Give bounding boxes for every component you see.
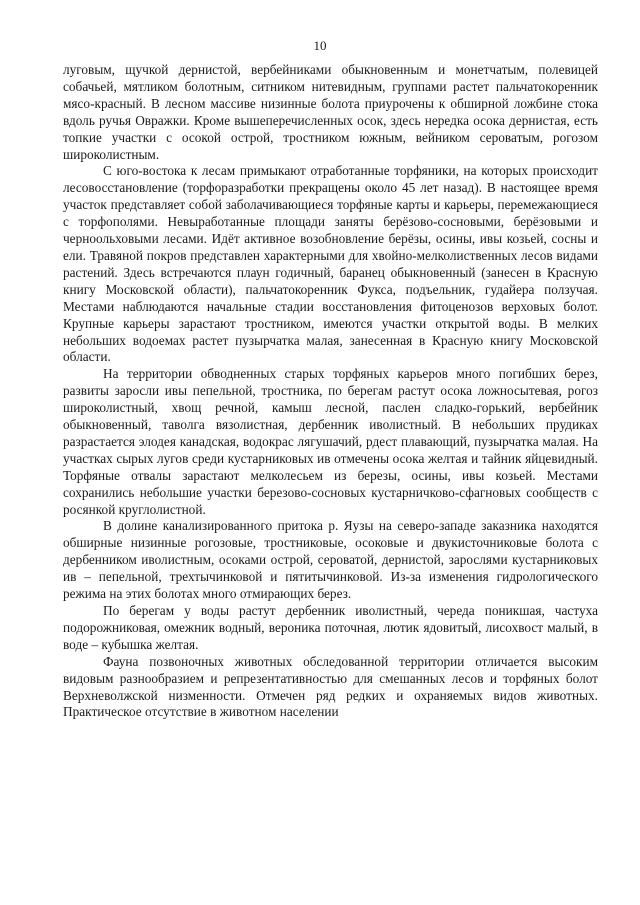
- document-body: [63, 62, 598, 721]
- paragraph-shore-plants: По берегам у воды растут дербенник иволистный, череда поникшая, частуха подорожниковая, омежник водный, вероника поточная, лютик ядовитый, лисохвост малый, в воде – кубышка желтая.: [63, 603, 598, 652]
- paragraph-peatlands: С юго-востока к лесам примыкают отработанные торфяники, на которых происходит лесовосстановление (торфоразработки прекращены около 45 лет назад). В настоящее время участок представляет собой заболачивающиеся торфяные карты и карьеры, перемежающиеся с торфополями. Невыработанные площади заняты берёзово-сосновыми, берёзовыми и черноольховыми лесами. Идёт активное возобновление берёзы, осины, ивы козьей, сосны и ели. Травяной покров представлен характерными для хвойно-мелколиственных лесов видами растений. Здесь встречаются плаун годичный, баранец обыкновенный (занесен в Красную книгу Московской области), пальчатокоренник Фукса, подъельник, гудайера ползучая. Местами наблюдаются начальные стадии восстановления фитоценозов верховых болот. Крупные карьеры зарастают тростником, имеются участки открытой воды. В мелких небольших водоемах растет пузырчатка малая, занесенная в Красную книгу Московской области.: [63, 163, 598, 365]
- scan-margin-mark: [618, 740, 628, 840]
- paragraph-yauza-valley: В долине канализированного притока р. Яузы на северо-западе заказника находятся обширные низинные рогозовые, тростниковые, осоковые и двукисточниковые болота с дербенником иволистным, осоками острой, сероватой, дернистой, зарослями кустарниковых ив – пепельной, трехтычинковой и пятитычинковой. Из-за изменения гидрологического режима на этих болотах много отмирающих берез.: [63, 518, 598, 602]
- paragraph-fauna: Фауна позвоночных животных обследованной территории отличается высоким видовым разнообразием и репрезентативностью для смешанных лесов и торфяных болот Верхневолжской низменности. Отмечен ряд редких и охраняемых видов животных. Практическое отсутствие в животном населении: [63, 653, 598, 720]
- page-number: 10: [313, 38, 327, 53]
- paragraph-continuation: луговым, щучкой дернистой, вербейниками обыкновенным и монетчатым, полевицей собачьей, мятликом болотным, ситником нитевидным, группами растет пальчатокоренник мясо-красный. В лесном массиве низинные болота приурочены к обширной ложбине стока вдоль ручья Овражки. Кроме вышеперечисленных осок, здесь нередка осока дернистая, есть топкие участки с осокой острой, тростником южным, вейником сероватым, рогозом широколистным.: [63, 62, 598, 162]
- paragraph-flooded-quarries: На территории обводненных старых торфяных карьеров много погибших берез, развиты заросли ивы пепельной, тростника, по берегам растут осока ложносытевая, рогоз широколистный, хвощ речной, камыш лесной, паслен сладко-горький, вербейник обыкновенный, таволга вязолистная, дербенник иволистный. В небольших прудиках разрастается элодея канадская, водокрас лягушачий, рдест плавающий, пузырчатка малая. На участках сырых лугов среди кустарниковых ив отмечены осока желтая и тайник яйцевидный. Торфяные отвалы зарастают мелколесьем из березы, осины, ивы козьей. Местами сохранились небольшие участки березово-сосновых кустарничково-сфагновых сообществ с росянкой круглолистной.: [63, 366, 598, 517]
